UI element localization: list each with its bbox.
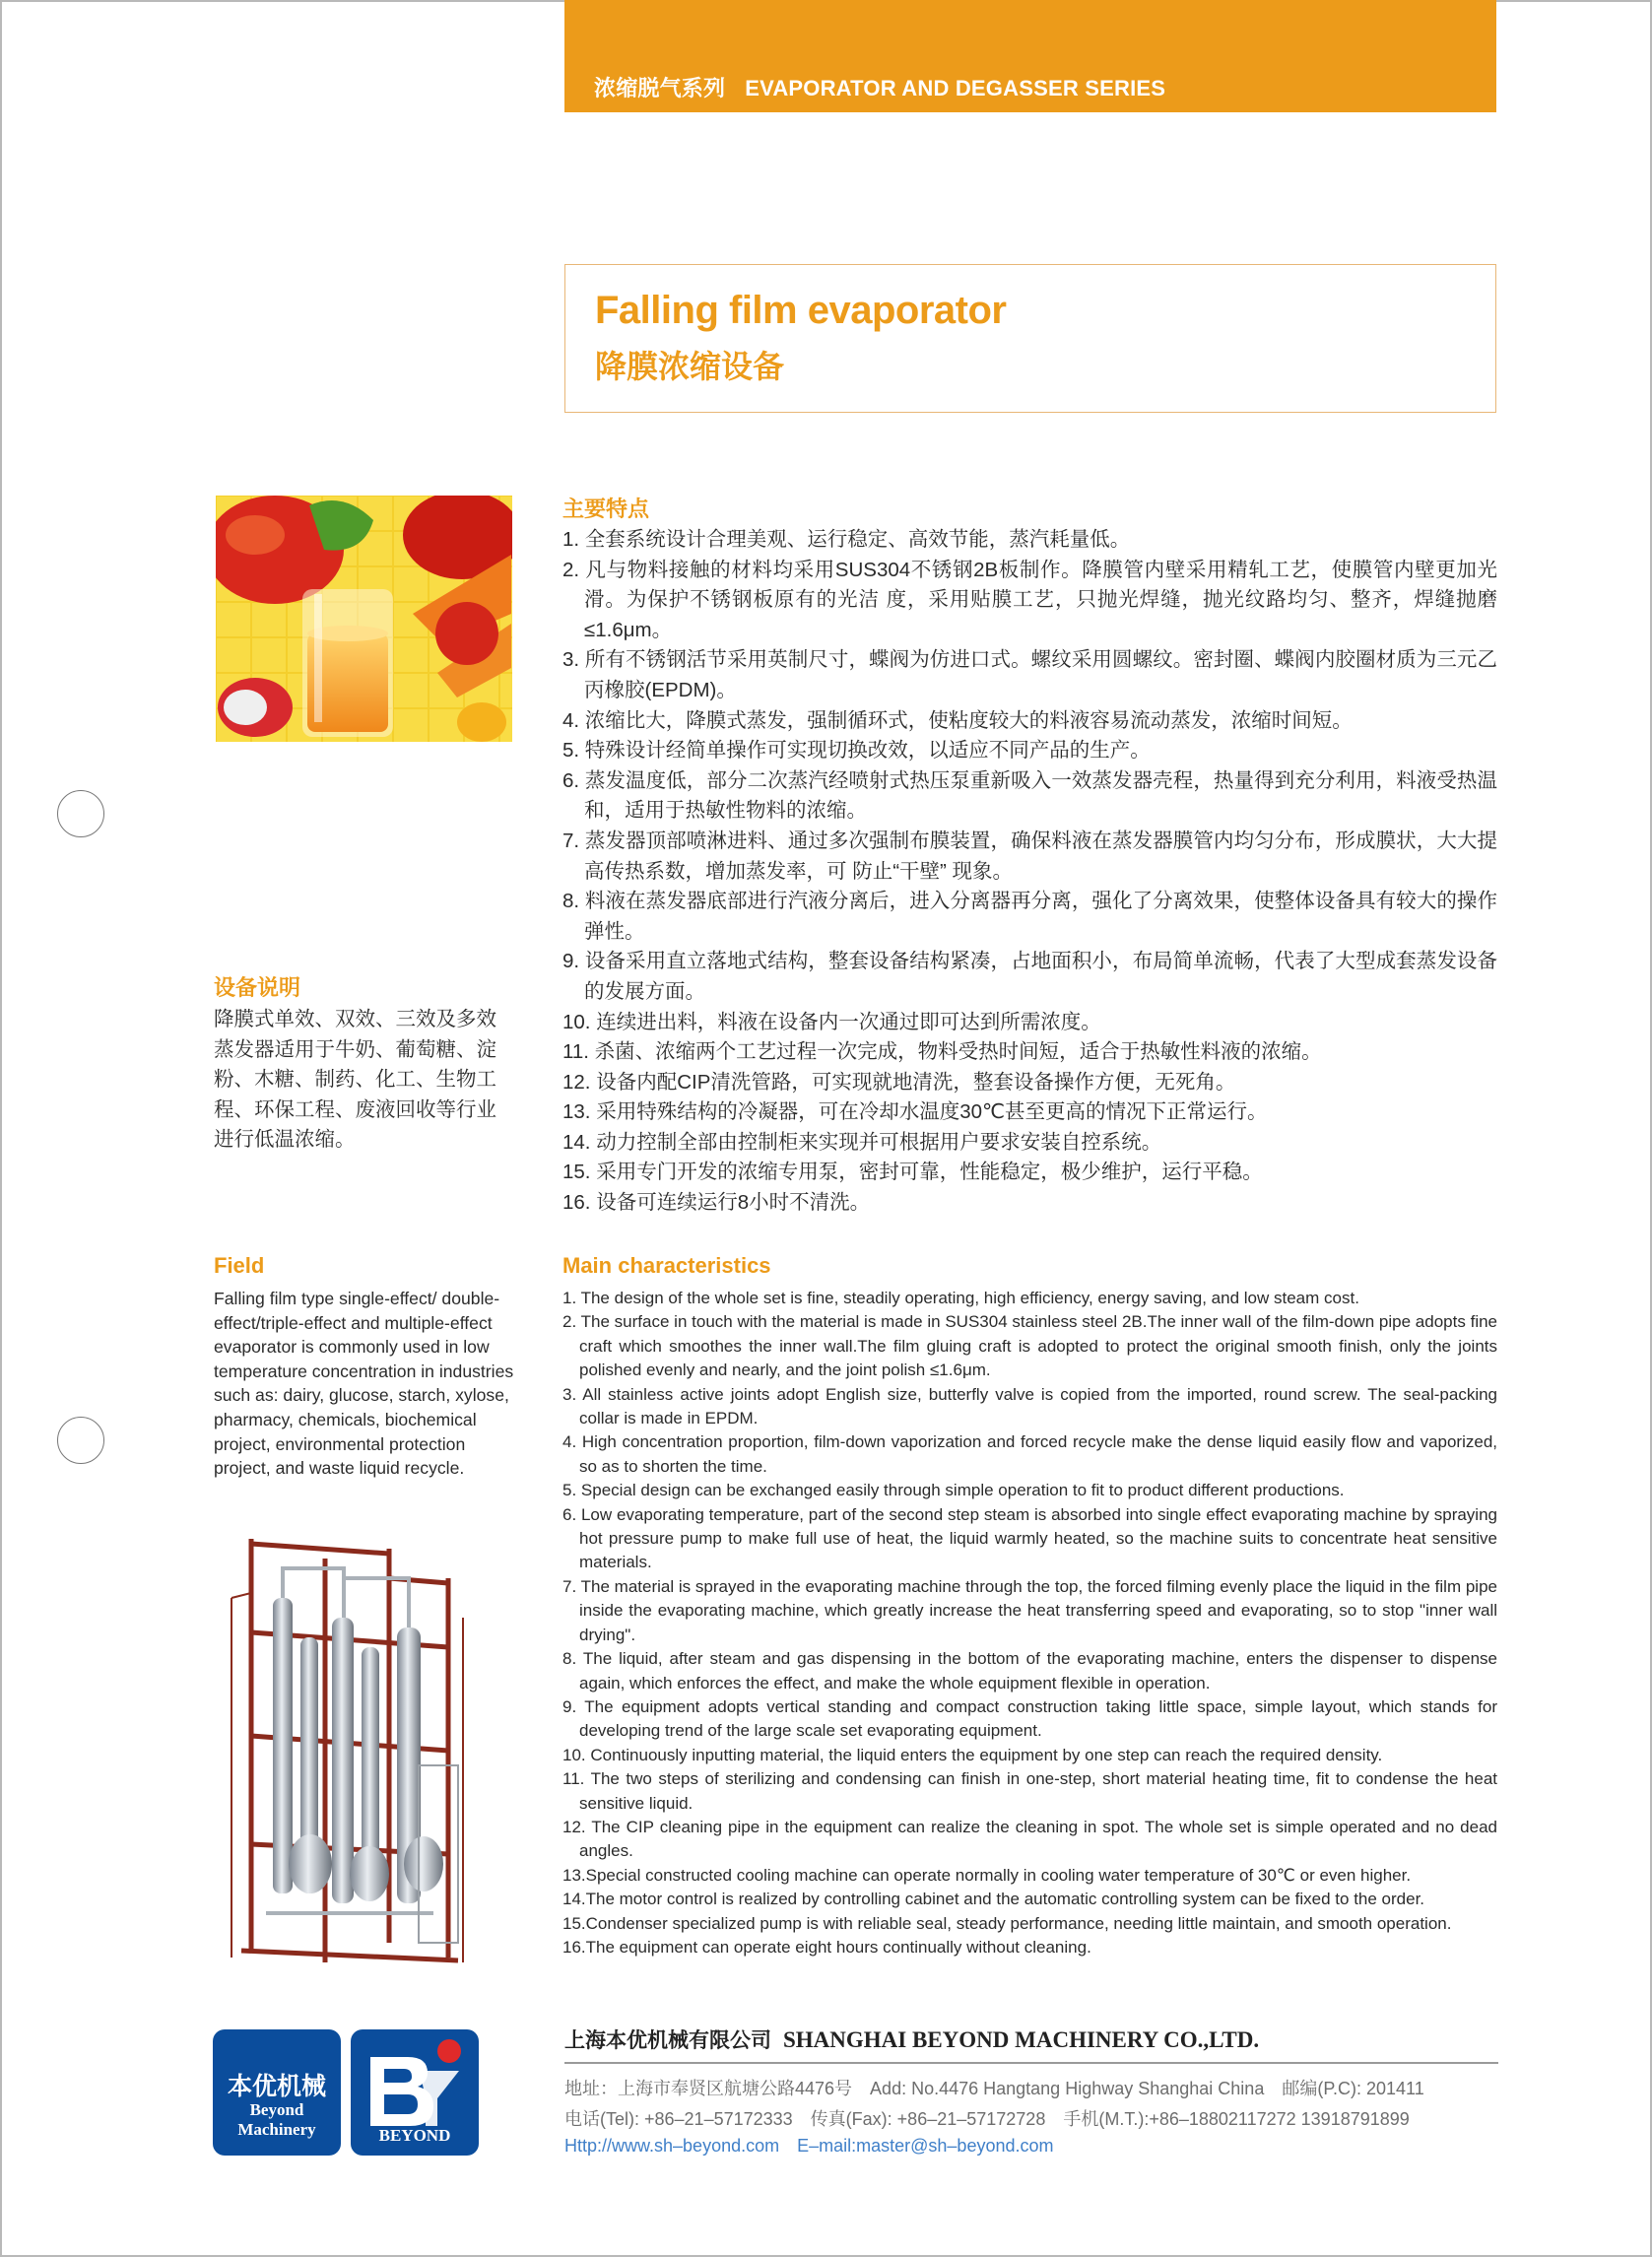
series-title <box>594 72 1165 102</box>
company-logo-beyond <box>351 2029 479 2156</box>
fax: 传真(Fax): +86–21–57172728 <box>810 2109 1046 2129</box>
field-heading: Field <box>214 1253 265 1278</box>
features-en-heading: Main characteristics <box>562 1253 771 1278</box>
juice-vegetables-photo <box>216 496 512 742</box>
logo-en-line1: Beyond <box>249 2100 304 2119</box>
list-item: 14.The motor control is realized by controlling cabinet and the automatic controlling system can be fixed to the order. <box>562 1890 1425 1909</box>
evaporator-machine-illustration <box>222 1539 478 1970</box>
list-item: 9. The equipment adopts vertical standing and compact construction taking little space, simple layout, which stands for developing trend of the large scale set evaporating equipment. <box>562 1696 1497 1741</box>
address-cn: 地址：上海市奉贤区航塘公路4476号 <box>564 2079 853 2098</box>
binder-hole-bottom <box>57 1417 104 1464</box>
list-item: 4. High concentration proportion, film-down vaporization and forced recycle make the dense liquid easily flow and vaporized, so as to shorten the time. <box>562 1432 1497 1476</box>
field-text: Falling film type single-effect/ double-effect/triple-effect and multiple-effect evaporator is commonly used in low temperature concentration in industries such as: dairy, glucose, starch, xylose, pharmacy, chemicals, biochemical project, environmental protection project, and waste liquid recycle. <box>214 1289 514 1479</box>
product-title-box <box>564 264 1496 413</box>
company-name <box>564 2025 1259 2054</box>
list-item: 12. 设备内配CIP清洗管路，可实现就地清洗，整套设备操作方便，无死角。 <box>562 1070 1236 1094</box>
list-item: 6. Low evaporating temperature, part of the second step steam is absorbed into single effect evaporating machine by spraying hot pressure pump to make full use of heat, the liquid warmly heated, so the machine suits to concentrate heat sensitive materials. <box>562 1504 1497 1572</box>
list-item: 2. The surface in touch with the material is made in SUS304 stainless steel 2B.The inner wall of the film-down pipe adopts fine craft which smoothes the inner wall.The film gluing craft is adopted to protect the original smooth finish, only the joints polished evenly and nearly, and the joint polish ≤1.6μm. <box>562 1312 1497 1380</box>
list-item: 2. 凡与物料接触的材料均采用SUS304不锈钢2B板制作。降膜管内壁采用精轧工艺，使膜管内壁更加光滑。为保护不锈钢板原有的光洁 度，采用贴膜工艺，只抛光焊缝，抛光纹路均匀、整齐，焊缝抛磨≤1.6μm。 <box>562 558 1497 641</box>
footer-divider <box>564 2062 1498 2064</box>
company-name-cn: 上海本优机械有限公司 <box>564 2028 771 2052</box>
list-item: 8. 料液在蒸发器底部进行汽液分离后，进入分离器再分离，强化了分离效果，使整体设备具有较大的操作弹性。 <box>562 890 1497 943</box>
list-item: 10. 连续进出料，料液在设备内一次通过即可达到所需浓度。 <box>562 1010 1101 1033</box>
phone-line <box>564 2105 1427 2131</box>
list-item: 13. 采用特殊结构的冷凝器，可在冷却水温度30℃甚至更高的情况下正常运行。 <box>562 1100 1268 1124</box>
logo-cn-text: 本优机械 <box>227 2072 326 2100</box>
list-item: 9. 设备采用直立落地式结构，整套设备结构紧凑，占地面积小，布局简单流畅，代表了大型成套蒸发设备的发展方面。 <box>562 950 1497 1003</box>
list-item: 10. Continuously inputting material, the liquid enters the equipment by one step can reach the required density. <box>562 1745 1383 1764</box>
mobile: 手机(M.T.):+86–18802117272 13918791899 <box>1063 2109 1410 2129</box>
list-item: 8. The liquid, after steam and gas dispensing in the bottom of the evaporating machine, enters the dispenser to dispense again, which enforces the effect, and make the whole equipment flexible in operation. <box>562 1649 1497 1693</box>
address-line <box>564 2075 1442 2100</box>
list-item: 5. Special design can be exchanged easily through simple operation to fit to product different productions. <box>562 1481 1345 1500</box>
email-link[interactable]: E–mail:master@sh–beyond.com <box>797 2136 1054 2156</box>
product-title-cn: 降膜浓缩设备 <box>595 349 785 384</box>
company-logo-cn <box>213 2029 341 2156</box>
telephone: 电话(Tel): +86–21–57172333 <box>564 2109 793 2129</box>
list-item: 12. The CIP cleaning pipe in the equipment can realize the cleaning in spot. The whole set is simple operated and no dead angles. <box>562 1817 1497 1861</box>
list-item: 13.Special constructed cooling machine can operate normally in cooling water temperature of 30℃ or even higher. <box>562 1865 1412 1885</box>
postcode: 邮编(P.C): 201411 <box>1282 2079 1424 2098</box>
list-item: 11. The two steps of sterilizing and condensing can finish in one-step, short material heating time, fit to condense the heat sensitive liquid. <box>562 1769 1497 1813</box>
series-title-en: EVAPORATOR AND DEGASSER SERIES <box>745 76 1166 100</box>
description-cn-text: 降膜式单效、双效、三效及多效蒸发器适用于牛奶、葡萄糖、淀粉、木糖、制药、化工、生物工程、环保工程、废液回收等行业进行低温浓缩。 <box>214 1008 496 1151</box>
list-item: 14. 动力控制全部由控制柜来实现并可根据用户要求安装自控系统。 <box>562 1130 1162 1154</box>
series-title-cn: 浓缩脱气系列 <box>594 76 726 100</box>
list-item: 11. 杀菌、浓缩两个工艺过程一次完成，物料受热时间短，适合于热敏性料液的浓缩。 <box>562 1040 1322 1064</box>
list-item: 1. The design of the whole set is fine, steadily operating, high efficiency, energy saving, and low steam cost. <box>562 1289 1359 1307</box>
web-line <box>564 2136 1072 2157</box>
binder-hole-top <box>57 790 104 837</box>
series-banner <box>564 0 1496 112</box>
list-item: 7. 蒸发器顶部喷淋进料、通过多次强制布膜装置，确保料液在蒸发器膜管内均匀分布，形成膜状，大大提高传热系数，增加蒸发率，可 防止“干壁” 现象。 <box>562 829 1497 883</box>
features-en-list <box>562 1287 1497 1959</box>
company-name-en: SHANGHAI BEYOND MACHINERY CO.,LTD. <box>783 2027 1260 2052</box>
list-item: 16. 设备可连续运行8小时不清洗。 <box>562 1191 871 1215</box>
product-title-en: Falling film evaporator <box>595 289 1007 332</box>
list-item: 6. 蒸发温度低，部分二次蒸汽经喷射式热压泵重新吸入一效蒸发器壳程，热量得到充分利用，料液受热温和，适用于热敏性物料的浓缩。 <box>562 768 1497 823</box>
list-item: 3. All stainless active joints adopt English size, butterfly valve is copied from the imported, round screw. The seal-packing collar is made in EPDM. <box>562 1384 1497 1428</box>
list-item: 3. 所有不锈钢活节采用英制尺寸，蝶阀为仿进口式。螺纹采用圆螺纹。密封圈、蝶阀内胶圈材质为三元乙丙橡胶(EPDM)。 <box>562 648 1497 701</box>
features-cn-heading: 主要特点 <box>562 497 650 521</box>
list-item: 1. 全套系统设计合理美观、运行稳定、高效节能，蒸汽耗量低。 <box>562 528 1131 551</box>
website-link[interactable]: Http://www.sh–beyond.com <box>564 2136 780 2156</box>
list-item: 16.The equipment can operate eight hours continually without cleaning. <box>562 1937 1091 1957</box>
logo-en-line2: Machinery <box>237 2120 316 2139</box>
list-item: 4. 浓缩比大，降膜式蒸发，强制循环式，使粘度较大的料液容易流动蒸发，浓缩时间短。 <box>562 708 1353 732</box>
list-item: 5. 特殊设计经简单操作可实现切换改效，以适应不同产品的生产。 <box>562 739 1151 763</box>
logo-beyond-word: BEYOND <box>378 2126 451 2145</box>
list-item: 15.Condenser specialized pump is with reliable seal, steady performance, needing little maintain, and smooth operation. <box>562 1913 1452 1933</box>
address-en: Add: No.4476 Hangtang Highway Shanghai China <box>870 2079 1265 2098</box>
list-item: 7. The material is sprayed in the evaporating machine through the top, the forced filming evenly place the liquid in the film pipe inside the evaporating machine, which greatly increase the heat transferring speed and evaporating, so to stop "inner wall drying". <box>562 1576 1497 1644</box>
features-cn-list <box>562 525 1497 1219</box>
description-cn-heading: 设备说明 <box>214 975 301 1000</box>
list-item: 15. 采用专门开发的浓缩专用泵，密封可靠，性能稳定，极少维护，运行平稳。 <box>562 1161 1263 1184</box>
